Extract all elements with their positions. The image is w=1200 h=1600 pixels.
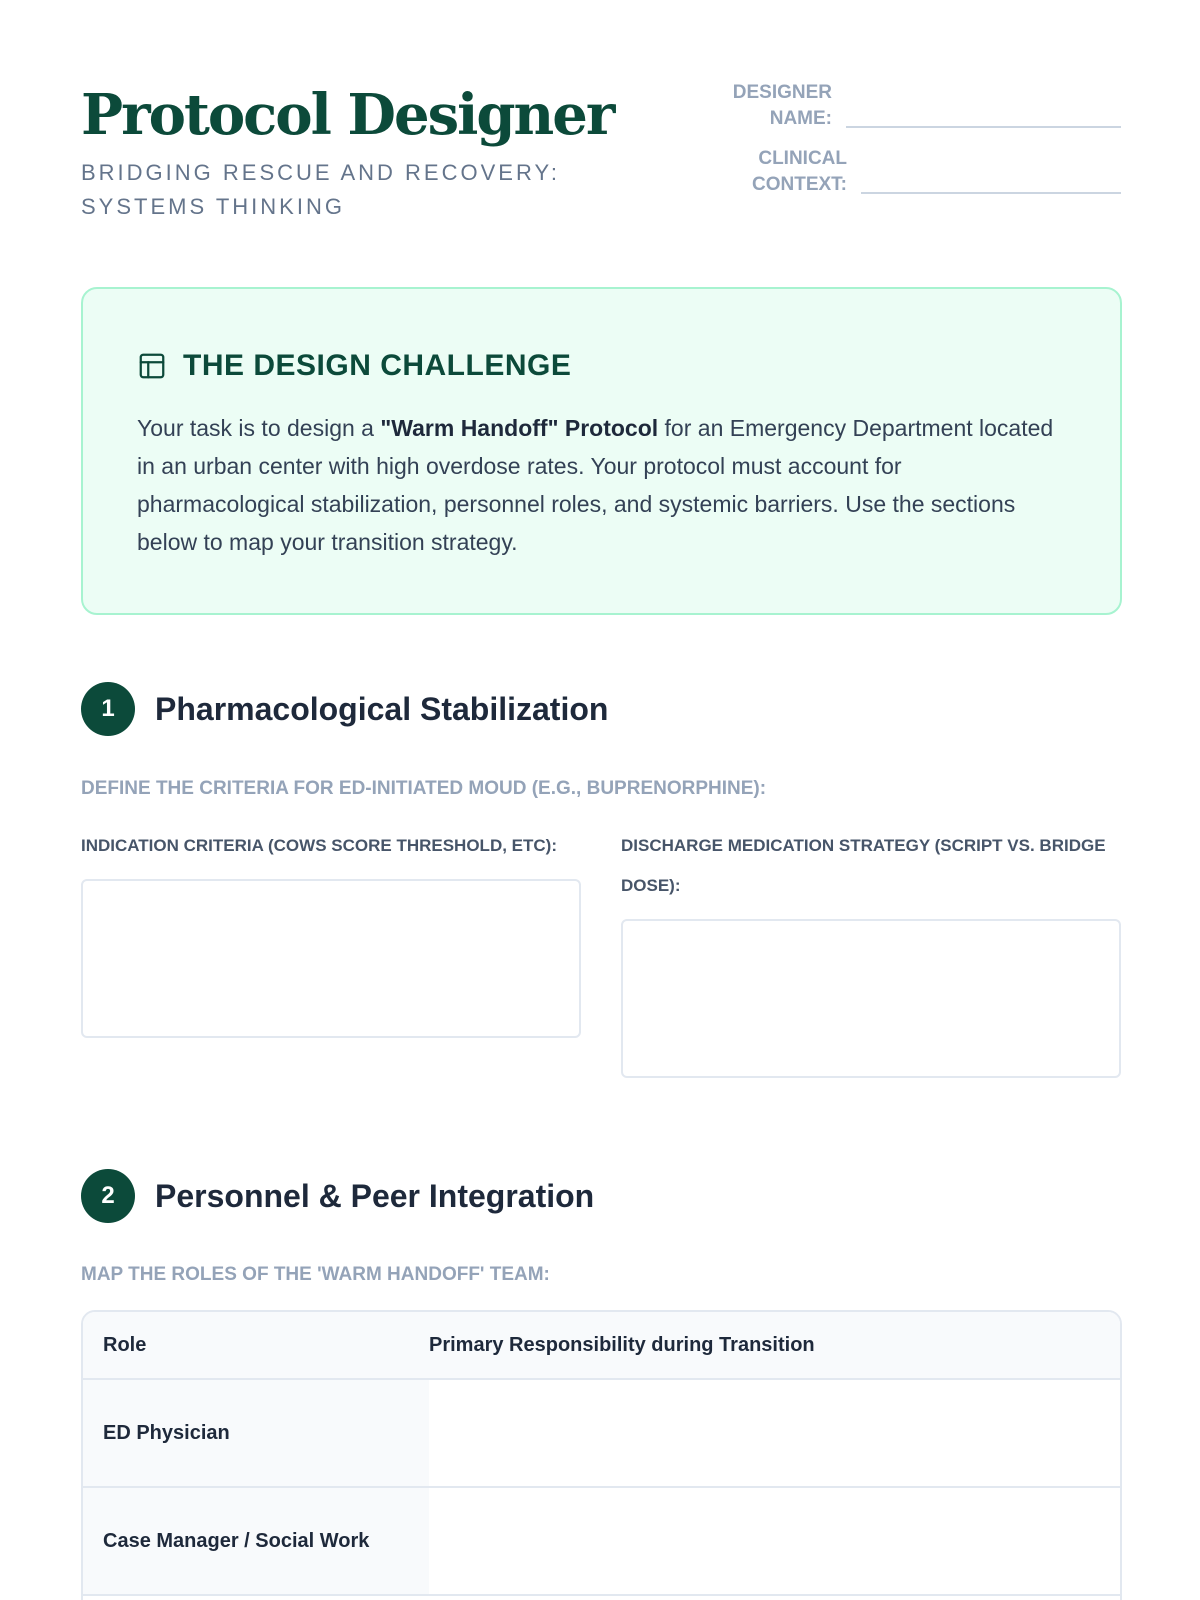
discharge-strategy-field xyxy=(621,826,1121,1078)
section-2-title: Personnel & Peer Integration xyxy=(155,1177,595,1214)
worksheet-page xyxy=(81,0,1122,1600)
designer-name-label: DESIGNER NAME: xyxy=(732,82,832,129)
table-cell-responsibility-input[interactable] xyxy=(429,1380,1120,1486)
section-2-header xyxy=(81,1169,594,1223)
table-header-responsibility: Primary Responsibility during Transition xyxy=(429,1312,1120,1378)
designer-name-field[interactable] xyxy=(846,126,1121,128)
clinical-context-label: CLINICAL CONTEXT: xyxy=(752,148,847,195)
indication-criteria-field xyxy=(81,826,581,1038)
table-cell-role: Case Manager / Social Work xyxy=(83,1488,429,1594)
page-title: Protocol Designer xyxy=(81,82,614,148)
discharge-strategy-input[interactable] xyxy=(621,919,1121,1078)
section-1-number: 1 xyxy=(81,682,135,736)
challenge-text-end: for an Emergency Department located in an urban center with high overdose rates. Your protocol must account for pharmacological stabilization, personnel roles, and systemic barriers. Use the sections below to map your transition strategy. xyxy=(137,415,1054,555)
section-2-prompt: MAP THE ROLES OF THE 'WARM HANDOFF' TEAM: xyxy=(81,1264,550,1285)
page-subtitle: BRIDGING RESCUE AND RECOVERY: SYSTEMS THINKING xyxy=(81,160,561,219)
challenge-title: THE DESIGN CHALLENGE xyxy=(183,349,572,382)
challenge-description xyxy=(137,409,1067,561)
indication-criteria-input[interactable] xyxy=(81,879,581,1038)
challenge-text-bold: "Warm Handoff" Protocol xyxy=(380,415,659,441)
table-row xyxy=(83,1488,1120,1596)
table-header-role: Role xyxy=(103,1333,147,1356)
layout-icon xyxy=(137,351,167,381)
table-row xyxy=(83,1380,1120,1488)
indication-criteria-label: INDICATION CRITERIA (COWS SCORE THRESHOLD, ETC): xyxy=(81,836,557,855)
roles-table xyxy=(81,1310,1122,1600)
designer-name-row xyxy=(721,80,1121,132)
design-challenge-box xyxy=(81,287,1122,615)
section-2-number: 2 xyxy=(81,1169,135,1223)
challenge-header xyxy=(137,349,571,383)
section-1-header xyxy=(81,682,608,736)
clinical-context-field[interactable] xyxy=(861,192,1121,194)
table-cell-role: ED Physician xyxy=(83,1380,429,1486)
discharge-strategy-label: DISCHARGE MEDICATION STRATEGY (SCRIPT VS. BRIDGE DOSE): xyxy=(621,836,1106,895)
challenge-text-start: Your task is to design a xyxy=(137,415,381,441)
section-1-title: Pharmacological Stabilization xyxy=(155,690,609,727)
table-header-row xyxy=(83,1312,1120,1380)
table-cell-responsibility-input[interactable] xyxy=(429,1488,1120,1594)
section-1-prompt: DEFINE THE CRITERIA FOR ED-INITIATED MOUD (E.G., BUPRENORPHINE): xyxy=(81,778,767,799)
clinical-context-row xyxy=(721,146,1121,198)
